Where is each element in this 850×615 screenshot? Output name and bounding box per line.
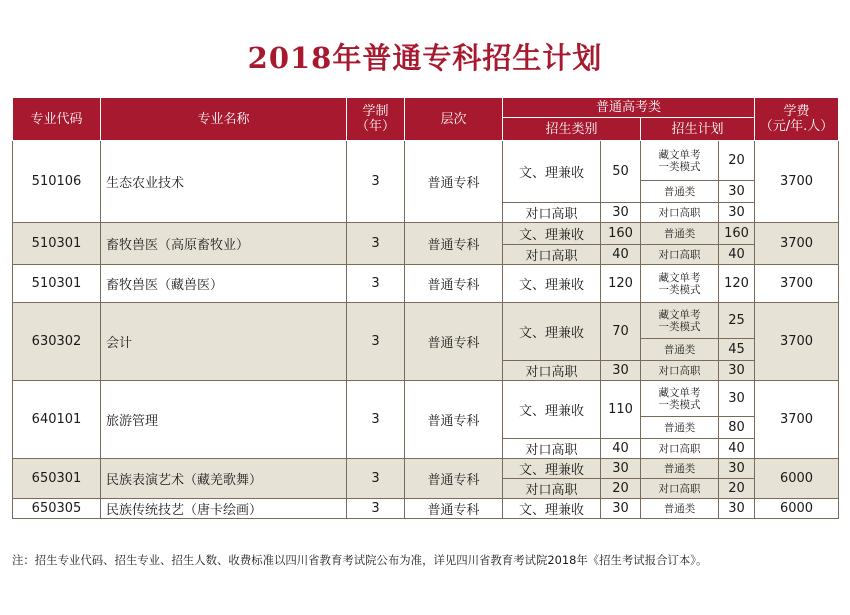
category-wenli: 文、理兼收 bbox=[503, 141, 601, 203]
plan-zangwen: 藏文单考 一类模式 bbox=[641, 303, 719, 339]
wenli-total: 70 bbox=[601, 303, 641, 361]
plan-zangwen: 藏文单考 一类模式 bbox=[641, 265, 719, 303]
plan-putong-count: 30 bbox=[719, 459, 755, 479]
major-code: 510106 bbox=[13, 141, 101, 223]
major-level: 普通专科 bbox=[405, 265, 503, 303]
major-level: 普通专科 bbox=[405, 223, 503, 265]
category-wenli: 文、理兼收 bbox=[503, 499, 601, 519]
wenli-total: 160 bbox=[601, 223, 641, 245]
table-row bbox=[13, 141, 839, 181]
category-duikou: 对口高职 bbox=[503, 479, 601, 499]
table-row bbox=[13, 499, 839, 519]
table-row bbox=[13, 381, 839, 417]
plan-duikou: 对口高职 bbox=[641, 245, 719, 265]
category-wenli: 文、理兼收 bbox=[503, 381, 601, 439]
plan-putong-count: 30 bbox=[719, 181, 755, 203]
header-row-1 bbox=[13, 98, 839, 118]
major-level: 普通专科 bbox=[405, 141, 503, 223]
category-wenli: 文、理兼收 bbox=[503, 265, 601, 303]
header-code: 专业代码 bbox=[13, 98, 101, 141]
major-fee: 3700 bbox=[755, 303, 839, 381]
major-level: 普通专科 bbox=[405, 303, 503, 381]
major-name: 民族传统技艺（唐卡绘画） bbox=[101, 499, 347, 519]
table-row bbox=[13, 303, 839, 339]
major-name: 民族表演艺术（藏羌歌舞） bbox=[101, 459, 347, 499]
duikou-total: 30 bbox=[601, 361, 641, 381]
plan-putong-count: 160 bbox=[719, 223, 755, 245]
category-duikou: 对口高职 bbox=[503, 361, 601, 381]
plan-duikou-count: 30 bbox=[719, 361, 755, 381]
category-wenli: 文、理兼收 bbox=[503, 303, 601, 361]
plan-putong: 普通类 bbox=[641, 339, 719, 361]
major-years: 3 bbox=[347, 499, 405, 519]
major-name: 会计 bbox=[101, 303, 347, 381]
major-code: 510301 bbox=[13, 223, 101, 265]
major-years: 3 bbox=[347, 381, 405, 459]
header-name: 专业名称 bbox=[101, 98, 347, 141]
plan-putong: 普通类 bbox=[641, 417, 719, 439]
major-fee: 3700 bbox=[755, 381, 839, 459]
major-code: 510301 bbox=[13, 265, 101, 303]
plan-duikou: 对口高职 bbox=[641, 203, 719, 223]
category-wenli: 文、理兼收 bbox=[503, 223, 601, 245]
footnote: 注：招生专业代码、招生专业、招生人数、收费标准以四川省教育考试院公布为准，详见四川省教育考试院2018年《招生考试报合订本》。 bbox=[12, 553, 708, 567]
plan-duikou-count: 20 bbox=[719, 479, 755, 499]
table-row bbox=[13, 223, 839, 245]
wenli-total: 30 bbox=[601, 459, 641, 479]
plan-zangwen: 藏文单考 一类模式 bbox=[641, 141, 719, 181]
plan-zangwen-count: 20 bbox=[719, 141, 755, 181]
table-row bbox=[13, 459, 839, 479]
plan-putong-count: 45 bbox=[719, 339, 755, 361]
plan-putong-count: 80 bbox=[719, 417, 755, 439]
header-category: 招生类别 bbox=[503, 118, 641, 141]
header-exam: 普通高考类 bbox=[503, 98, 755, 118]
plan-duikou: 对口高职 bbox=[641, 479, 719, 499]
major-name: 生态农业技术 bbox=[101, 141, 347, 223]
header-plan: 招生计划 bbox=[641, 118, 755, 141]
major-fee: 3700 bbox=[755, 265, 839, 303]
major-years: 3 bbox=[347, 303, 405, 381]
major-years: 3 bbox=[347, 459, 405, 499]
header-years: 学制 （年） bbox=[347, 98, 405, 141]
table-row bbox=[13, 265, 839, 303]
wenli-total: 30 bbox=[601, 499, 641, 519]
plan-duikou: 对口高职 bbox=[641, 361, 719, 381]
enrollment-plan-table bbox=[12, 97, 839, 519]
plan-putong-count: 30 bbox=[719, 499, 755, 519]
major-name: 旅游管理 bbox=[101, 381, 347, 459]
header-fee: 学费 （元/年.人） bbox=[755, 98, 839, 141]
plan-zangwen-count: 120 bbox=[719, 265, 755, 303]
duikou-total: 40 bbox=[601, 245, 641, 265]
plan-zangwen: 藏文单考 一类模式 bbox=[641, 381, 719, 417]
plan-duikou-count: 40 bbox=[719, 245, 755, 265]
major-level: 普通专科 bbox=[405, 459, 503, 499]
duikou-total: 20 bbox=[601, 479, 641, 499]
major-fee: 6000 bbox=[755, 499, 839, 519]
wenli-total: 110 bbox=[601, 381, 641, 439]
category-duikou: 对口高职 bbox=[503, 245, 601, 265]
major-level: 普通专科 bbox=[405, 499, 503, 519]
category-duikou: 对口高职 bbox=[503, 203, 601, 223]
plan-zangwen-count: 25 bbox=[719, 303, 755, 339]
header-level: 层次 bbox=[405, 98, 503, 141]
category-wenli: 文、理兼收 bbox=[503, 459, 601, 479]
plan-putong: 普通类 bbox=[641, 223, 719, 245]
duikou-total: 30 bbox=[601, 203, 641, 223]
plan-duikou-count: 40 bbox=[719, 439, 755, 459]
major-code: 630302 bbox=[13, 303, 101, 381]
major-name: 畜牧兽医（藏兽医） bbox=[101, 265, 347, 303]
page-title: 2018年普通专科招生计划 bbox=[247, 41, 603, 75]
plan-zangwen-count: 30 bbox=[719, 381, 755, 417]
wenli-total: 50 bbox=[601, 141, 641, 203]
major-name: 畜牧兽医（高原畜牧业） bbox=[101, 223, 347, 265]
plan-duikou-count: 30 bbox=[719, 203, 755, 223]
major-fee: 3700 bbox=[755, 223, 839, 265]
major-fee: 6000 bbox=[755, 459, 839, 499]
wenli-total: 120 bbox=[601, 265, 641, 303]
plan-duikou: 对口高职 bbox=[641, 439, 719, 459]
major-code: 650301 bbox=[13, 459, 101, 499]
major-fee: 3700 bbox=[755, 141, 839, 223]
plan-putong: 普通类 bbox=[641, 499, 719, 519]
category-duikou: 对口高职 bbox=[503, 439, 601, 459]
plan-putong: 普通类 bbox=[641, 181, 719, 203]
major-code: 640101 bbox=[13, 381, 101, 459]
major-years: 3 bbox=[347, 141, 405, 223]
major-code: 650305 bbox=[13, 499, 101, 519]
plan-putong: 普通类 bbox=[641, 459, 719, 479]
major-years: 3 bbox=[347, 265, 405, 303]
major-level: 普通专科 bbox=[405, 381, 503, 459]
major-years: 3 bbox=[347, 223, 405, 265]
duikou-total: 40 bbox=[601, 439, 641, 459]
